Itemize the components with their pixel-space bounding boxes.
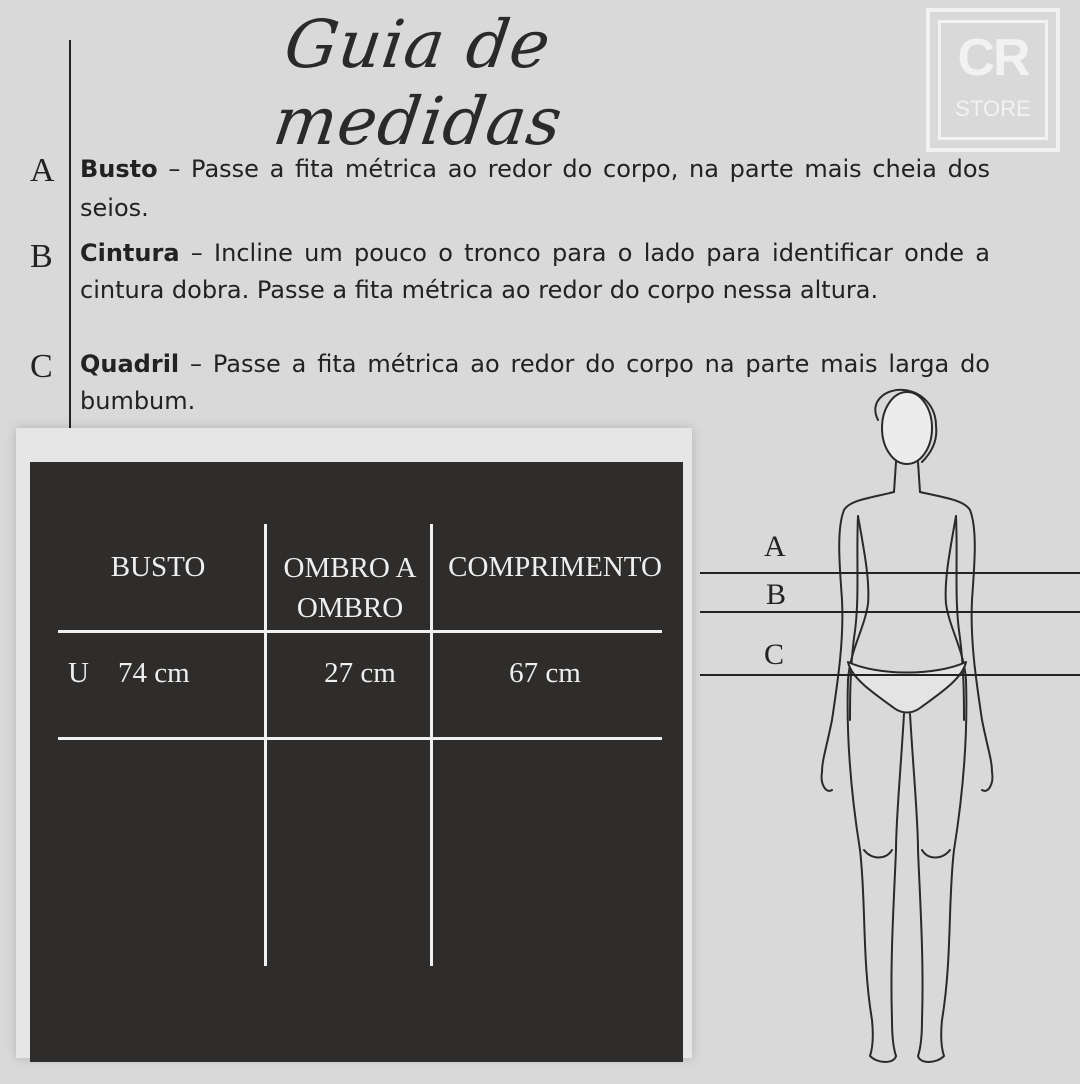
cell-ombro: 27 cm bbox=[324, 657, 396, 689]
page-title: Guia de medidas bbox=[269, 6, 568, 160]
measure-letter-b: B bbox=[30, 238, 53, 275]
measure-letter-c: C bbox=[30, 348, 53, 385]
size-table bbox=[30, 462, 683, 1062]
measure-cintura-text: – Incline um pouco o tronco para o lado para identificar onde a cintura dobra. Passe a fita métrica ao redor do corpo nessa altura. bbox=[80, 239, 990, 304]
header-ombro: OMBRO A OMBRO bbox=[283, 552, 417, 624]
measure-quadril-name: Quadril bbox=[80, 350, 180, 378]
measure-cintura-name: Cintura bbox=[80, 239, 180, 267]
table-column-rule bbox=[430, 524, 433, 966]
measure-cintura bbox=[80, 235, 990, 309]
figure-label-c: C bbox=[764, 638, 785, 671]
divider-line bbox=[69, 40, 71, 448]
logo-subtitle: STORE bbox=[955, 96, 1031, 121]
measure-letter-a: A bbox=[30, 152, 55, 189]
measure-line-a bbox=[700, 572, 1080, 574]
table-column-rule bbox=[264, 524, 267, 966]
header-comprimento: COMPRIMENTO bbox=[448, 551, 662, 583]
size-label: U bbox=[68, 657, 89, 689]
body-figure bbox=[700, 380, 1080, 1080]
figure-label-b: B bbox=[766, 578, 787, 611]
table-row-rule bbox=[58, 737, 662, 740]
measure-line-c bbox=[700, 674, 1080, 676]
header-busto: BUSTO bbox=[110, 551, 206, 583]
cell-comprimento: 67 cm bbox=[509, 657, 581, 689]
measure-busto-text: – Passe a fita métrica ao redor do corpo, na parte mais cheia dos seios. bbox=[80, 155, 990, 222]
measure-busto-name: Busto bbox=[80, 155, 158, 183]
figure-label-a: A bbox=[764, 530, 786, 563]
logo-mark: CR bbox=[957, 29, 1029, 87]
body-outline-illustration bbox=[700, 380, 1080, 1080]
table-header-rule bbox=[58, 630, 662, 633]
brand-logo bbox=[926, 8, 1060, 152]
measure-busto bbox=[80, 150, 990, 228]
cell-busto: 74 cm bbox=[118, 657, 190, 689]
measure-quadril-text: – Passe a fita métrica ao redor do corpo na parte mais larga do bumbum. bbox=[80, 350, 990, 415]
measure-line-b bbox=[700, 611, 1080, 613]
